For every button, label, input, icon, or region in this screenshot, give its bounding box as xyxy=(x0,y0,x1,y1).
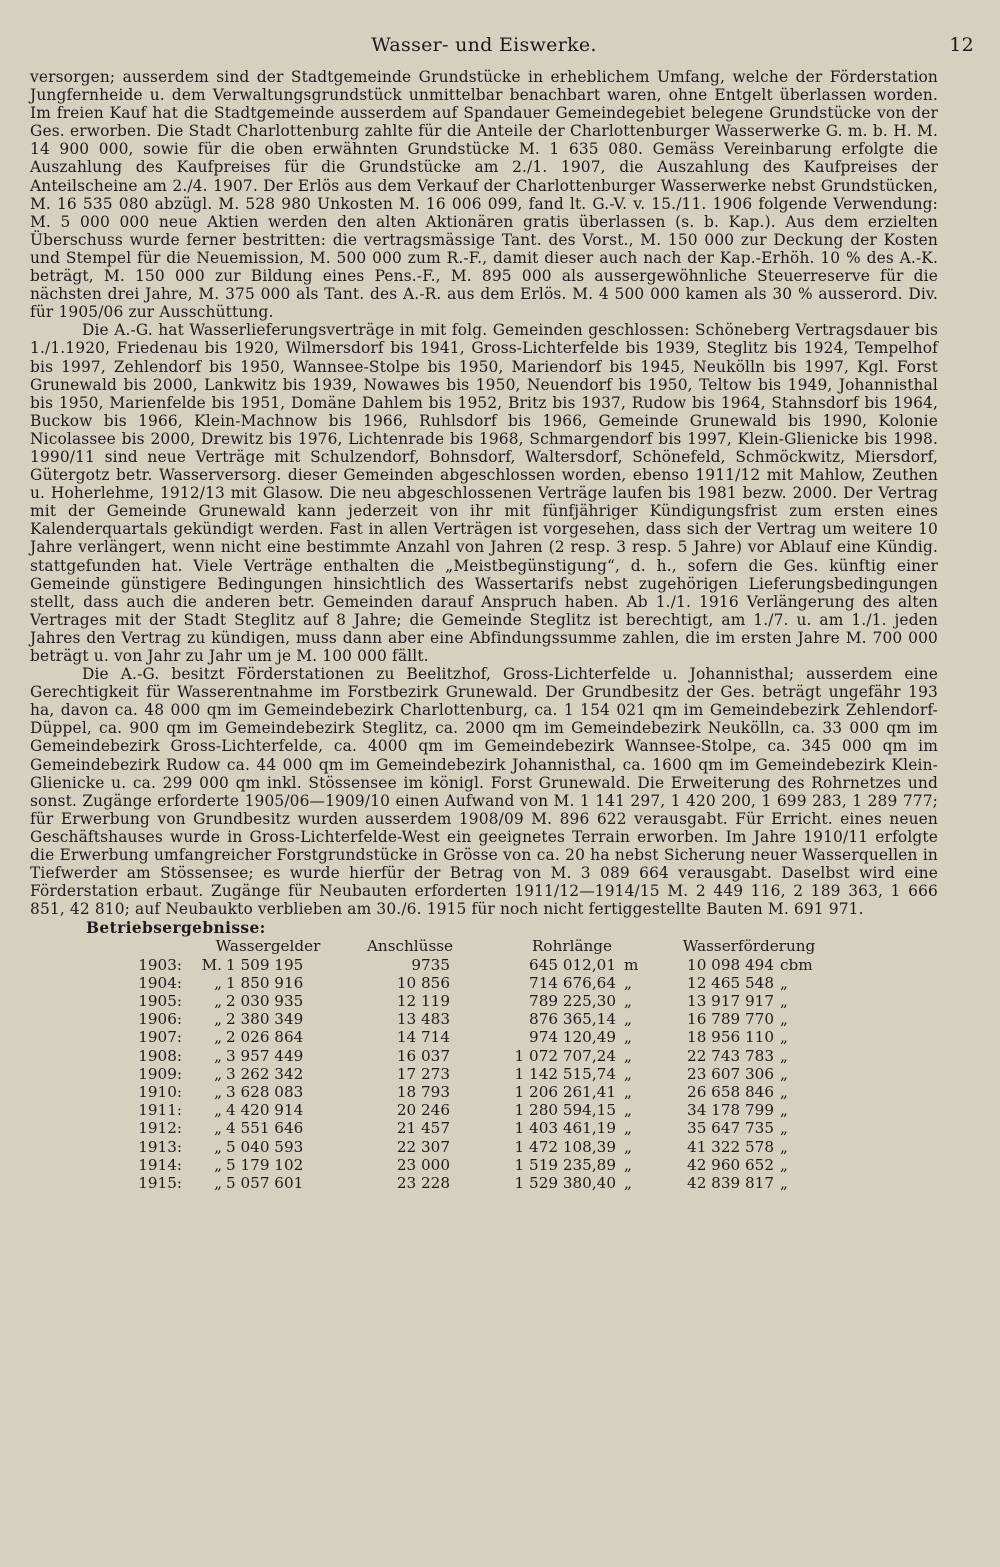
anschluesse-cell: 12 119 xyxy=(396,992,450,1011)
rohrlaenge-cell: 974 120,49 xyxy=(529,1028,616,1047)
rohrlaenge-cell: 1 142 515,74 xyxy=(514,1064,616,1083)
results-table-body xyxy=(120,956,830,1193)
rohrlaenge-cell: 1 280 594,15 xyxy=(514,1101,616,1120)
unit-cell: „ xyxy=(780,1046,788,1065)
unit-cell: cbm xyxy=(780,955,813,974)
currency-cell: „ xyxy=(214,1137,222,1156)
unit-cell: „ xyxy=(780,1101,788,1120)
unit-cell: „ xyxy=(780,973,788,992)
wasserfoerderung-cell: 13 917 917 xyxy=(687,992,774,1011)
wassergelder-cell: 2 030 935 xyxy=(226,992,304,1011)
anschluesse-cell: 22 307 xyxy=(396,1137,450,1156)
wassergelder-cell: 3 628 083 xyxy=(226,1083,304,1102)
rohrlaenge-cell: 1 519 235,89 xyxy=(514,1155,616,1174)
year-cell: 1912: xyxy=(138,1119,182,1138)
anschluesse-cell: 14 714 xyxy=(396,1028,450,1047)
currency-cell: „ xyxy=(214,1064,222,1083)
table-row xyxy=(120,1065,830,1083)
unit-cell: „ xyxy=(624,1137,632,1156)
wasserfoerderung-cell: 16 789 770 xyxy=(687,1010,774,1029)
wasserfoerderung-cell: 41 322 578 xyxy=(687,1137,774,1156)
wasserfoerderung-cell: 22 743 783 xyxy=(687,1046,774,1065)
currency-cell: „ xyxy=(214,1101,222,1120)
table-row xyxy=(120,1138,830,1156)
table-row xyxy=(120,974,830,992)
body-text xyxy=(30,68,938,918)
currency-cell: „ xyxy=(214,1119,222,1138)
unit-cell: „ xyxy=(780,1119,788,1138)
anschluesse-cell: 20 246 xyxy=(396,1101,450,1120)
unit-cell: „ xyxy=(780,1155,788,1174)
table-row xyxy=(120,1047,830,1065)
unit-cell: m xyxy=(624,955,639,974)
year-cell: 1904: xyxy=(138,973,182,992)
paragraph: Die A.-G. besitzt Förderstationen zu Beelitzhof, Gross-Lichterfelde u. Johannisthal; ausserdem eine Gerechtigkeit für Wasserentnahme im Forstbezirk Grunewald. Der Grundbesitz der Ges. beträgt ungefähr 193 ha, davon ca. 48 000 qm im Gemeindebezirk Charlottenburg, ca. 1 154 021 qm im Gemeindebezirk Zehlendorf-Düppel, ca. 900 qm im Gemeindebezirk Steglitz, ca. 2000 qm im Gemeindebezirk Neukölln, ca. 33 000 qm im Gemeindebezirk Gross-Lichterfelde, ca. 4000 qm im Gemeindebezirk Wannsee-Stolpe, ca. 345 000 qm im Gemeindebezirk Rudow ca. 44 000 qm im Gemeindebezirk Johannisthal, ca. 1600 qm im Gemeindebezirk Klein-Glienicke u. ca. 299 000 qm inkl. Stössensee im königl. Forst Grunewald. Die Erweiterung des Rohrnetzes und sonst. Zugänge erforderte 1905/06—1909/10 einen Aufwand von M. 1 141 297, 1 420 200, 1 699 283, 1 289 777; für Erwerbung von Grundbesitz wurden ausserdem 1908/09 M. 896 622 verausgabt. Für Erricht. eines neuen Geschäftshauses wurde in Gross-Lichterfelde-West ein geeignetes Terrain erworben. Im Jahre 1910/11 erfolgte die Erwerbung umfangreicher Forstgrundstücke in Grösse von ca. 20 ha nebst Sicherung neuer Wasserquellen in Tiefwerder am Stössensee; es wurde hierfür der Betrag von M. 3 089 664 verausgabt. Daselbst wird eine Förderstation erbaut. Zugänge für Neubauten erforderten 1911/12—1914/15 M. 2 449 116, 2 189 363, 1 666 851, 42 810; auf Neubaukto verblieben am 30./6. 1915 für noch nicht fertiggestellte Bauten M. 691 971. xyxy=(30,665,938,919)
unit-cell: „ xyxy=(780,1174,788,1193)
anschluesse-cell: 23 228 xyxy=(396,1174,450,1193)
unit-cell: „ xyxy=(780,1028,788,1047)
wasserfoerderung-cell: 12 465 548 xyxy=(687,973,774,992)
results-heading: Betriebsergebnisse: xyxy=(86,919,266,938)
wassergelder-cell: 4 551 646 xyxy=(226,1119,304,1138)
wassergelder-cell: 5 179 102 xyxy=(226,1155,304,1174)
table-row xyxy=(120,1119,830,1137)
wassergelder-cell: 5 057 601 xyxy=(226,1174,304,1193)
wasserfoerderung-cell: 18 956 110 xyxy=(687,1028,774,1047)
anschluesse-cell: 21 457 xyxy=(396,1119,450,1138)
currency-cell: „ xyxy=(214,1046,222,1065)
table-row xyxy=(120,1101,830,1119)
unit-cell: „ xyxy=(780,1010,788,1029)
currency-cell: „ xyxy=(214,973,222,992)
year-cell: 1906: xyxy=(138,1010,182,1029)
currency-cell: „ xyxy=(214,1155,222,1174)
year-cell: 1915: xyxy=(138,1174,182,1193)
running-title: Wasser- und Eiswerke. xyxy=(371,34,597,56)
currency-cell: „ xyxy=(214,1010,222,1029)
unit-cell: „ xyxy=(624,1101,632,1120)
paragraph: versorgen; ausserdem sind der Stadtgemeinde Grundstücke in erheblichem Umfang, welche der Förderstation Jungfernheide u. dem Verwaltungsgrundstück unmittelbar benachbart waren, ohne Entgelt überlassen worden. Im freien Kauf hat die Stadtgemeinde ausserdem auf Spandauer Gemeindegebiet belegene Grundstücke von der Ges. erworben. Die Stadt Charlottenburg zahlte für die Anteile der Charlottenburger Wasserwerke G. m. b. H. M. 14 900 000, sowie für die oben erwähnten Grundstücke M. 1 635 080. Gemäss Vereinbarung erfolgte die Auszahlung des Kaufpreises für die Grundstücke am 2./1. 1907, die Auszahlung des Kaufpreises der Anteilscheine am 2./4. 1907. Der Erlös aus dem Verkauf der Charlottenburger Wasserwerke nebst Grundstücken, M. 16 535 080 abzügl. M. 528 980 Unkosten M. 16 006 099, fand lt. G.-V. v. 15./11. 1906 folgende Verwendung: M. 5 000 000 neue Aktien werden den alten Aktionären gratis überlassen (s. b. Kap.). Aus dem erzielten Überschuss wurde ferner bestritten: die vertragsmässige Tant. des Vorst., M. 150 000 zur Deckung der Kosten und Stempel für die Neuemission, M. 500 000 zum R.-F., damit dieser auch nach der Kap.-Erhöh. 10 % des A.-K. beträgt, M. 150 000 zur Bildung eines Pens.-F., M. 895 000 als aussergewöhnliche Steuerreserve für die nächsten drei Jahre, M. 375 000 als Tant. des A.-R. aus dem Erlös. M. 4 500 000 kamen als 30 % ausserord. Div. für 1905/06 zur Ausschüttung. xyxy=(30,68,938,322)
year-cell: 1913: xyxy=(138,1137,182,1156)
year-cell: 1911: xyxy=(138,1101,182,1120)
table-row xyxy=(120,1028,830,1046)
unit-cell: „ xyxy=(780,1137,788,1156)
anschluesse-cell: 9735 xyxy=(411,955,450,974)
currency-cell: „ xyxy=(214,992,222,1011)
unit-cell: „ xyxy=(624,1155,632,1174)
rohrlaenge-cell: 1 403 461,19 xyxy=(514,1119,616,1138)
year-cell: 1908: xyxy=(138,1046,182,1065)
column-header-year xyxy=(120,937,192,955)
wassergelder-cell: 2 380 349 xyxy=(226,1010,304,1029)
rohrlaenge-cell: 1 072 707,24 xyxy=(514,1046,616,1065)
unit-cell: „ xyxy=(624,992,632,1011)
rohrlaenge-cell: 789 225,30 xyxy=(529,992,616,1011)
wassergelder-cell: 2 026 864 xyxy=(226,1028,304,1047)
wasserfoerderung-cell: 10 098 494 xyxy=(687,955,774,974)
wasserfoerderung-cell: 42 960 652 xyxy=(687,1155,774,1174)
unit-cell: „ xyxy=(624,1064,632,1083)
running-header xyxy=(30,16,974,56)
wassergelder-cell: 3 262 342 xyxy=(226,1064,304,1083)
rohrlaenge-cell: 714 676,64 xyxy=(529,973,616,992)
unit-cell: „ xyxy=(624,1010,632,1029)
results-table xyxy=(120,937,830,1192)
table-row xyxy=(120,956,830,974)
currency-cell: „ xyxy=(214,1174,222,1193)
wasserfoerderung-cell: 26 658 846 xyxy=(687,1083,774,1102)
year-cell: 1914: xyxy=(138,1155,182,1174)
unit-cell: „ xyxy=(780,1083,788,1102)
wasserfoerderung-cell: 34 178 799 xyxy=(687,1101,774,1120)
wasserfoerderung-cell: 35 647 735 xyxy=(687,1119,774,1138)
unit-cell: „ xyxy=(624,1083,632,1102)
anschluesse-cell: 18 793 xyxy=(396,1083,450,1102)
wassergelder-cell: 4 420 914 xyxy=(226,1101,304,1120)
anschluesse-cell: 16 037 xyxy=(396,1046,450,1065)
anschluesse-cell: 10 856 xyxy=(396,973,450,992)
rohrlaenge-cell: 1 472 108,39 xyxy=(514,1137,616,1156)
column-header-anschluesse: Anschlüsse xyxy=(366,937,454,956)
year-cell: 1905: xyxy=(138,992,182,1011)
unit-cell: „ xyxy=(780,992,788,1011)
rohrlaenge-cell: 1 206 261,41 xyxy=(514,1083,616,1102)
year-cell: 1903: xyxy=(138,955,182,974)
anschluesse-cell: 17 273 xyxy=(396,1064,450,1083)
currency-cell: „ xyxy=(214,1083,222,1102)
rohrlaenge-cell: 645 012,01 xyxy=(529,955,616,974)
wassergelder-cell: 1 509 195 xyxy=(226,955,304,974)
wasserfoerderung-cell: 23 607 306 xyxy=(687,1064,774,1083)
year-cell: 1910: xyxy=(138,1083,182,1102)
wassergelder-cell: 3 957 449 xyxy=(226,1046,304,1065)
anschluesse-cell: 23 000 xyxy=(396,1155,450,1174)
currency-cell: M. xyxy=(201,955,222,974)
column-header-wassergelder: Wassergelder xyxy=(215,937,321,956)
table-row xyxy=(120,1010,830,1028)
rohrlaenge-cell: 876 365,14 xyxy=(529,1010,616,1029)
rohrlaenge-cell: 1 529 380,40 xyxy=(514,1174,616,1193)
table-header-row xyxy=(120,937,830,955)
table-row xyxy=(120,992,830,1010)
anschluesse-cell: 13 483 xyxy=(396,1010,450,1029)
table-row xyxy=(120,1083,830,1101)
column-header-wasserfoerderung: Wasserförderung xyxy=(682,937,816,956)
wassergelder-cell: 1 850 916 xyxy=(226,973,304,992)
page-number: 12 xyxy=(949,34,974,56)
wasserfoerderung-cell: 42 839 817 xyxy=(687,1174,774,1193)
year-cell: 1907: xyxy=(138,1028,182,1047)
unit-cell: „ xyxy=(624,973,632,992)
paragraph: Die A.-G. hat Wasserlieferungsverträge in mit folg. Gemeinden geschlossen: Schöneberg Vertragsdauer bis 1./1.1920, Friedenau bis 1920, Wilmersdorf bis 1941, Gross-Lichterfelde bis 1939, Steglitz bis 1924, Tempelhof bis 1997, Zehlendorf bis 1950, Wannsee-Stolpe bis 1950, Mariendorf bis 1945, Neukölln bis 1997, Kgl. Forst Grunewald bis 2000, Lankwitz bis 1939, Nowawes bis 1950, Neuendorf bis 1950, Teltow bis 1949, Johannisthal bis 1950, Marienfelde bis 1951, Domäne Dahlem bis 1952, Britz bis 1937, Rudow bis 1964, Stahnsdorf bis 1964, Buckow bis 1966, Klein-Machnow bis 1966, Ruhlsdorf bis 1966, Gemeinde Grunewald bis 1990, Kolonie Nicolassee bis 2000, Drewitz bis 1976, Lichtenrade bis 1968, Schmargendorf bis 1997, Klein-Glienicke bis 1998. 1990/11 sind neue Verträge mit Schulzendorf, Bohnsdorf, Waltersdorf, Schönefeld, Schmöckwitz, Miersdorf, Gütergotz betr. Wasserversorg. dieser Gemeinden abgeschlossen worden, ebenso 1911/12 mit Mahlow, Zeuthen u. Hoherlehme, 1912/13 mit Glasow. Die neu abgeschlossenen Verträge laufen bis 1981 bezw. 2000. Der Vertrag mit der Gemeinde Grunewald kann jederzeit von ihr mit fünfjähriger Kündigungsfrist zum ersten eines Kalenderquartals gekündigt werden. Fast in allen Verträgen ist vorgesehen, dass sich der Vertrag um weitere 10 Jahre verlängert, wenn nicht eine bestimmte Anzahl von Jahren (2 resp. 3 resp. 5 Jahre) vor Ablauf eine Kündig. stattgefunden hat. Viele Verträge enthalten die „Meistbegünstigung“, d. h., sofern die Ges. künftig einer Gemeinde günstigere Bedingungen hinsichtlich des Wassertarifs nebst zugehörigen Lieferungsbedingungen stellt, dass auch die anderen betr. Gemeinden darauf Anspruch haben. Ab 1./1. 1916 Verlängerung des alten Vertrages mit der Stadt Steglitz auf 8 Jahre; die Gemeinde Steglitz ist berechtigt, am 1./7. u. am 1./1. jeden Jahres den Vertrag zu kündigen, muss dann aber eine Abfindungssumme zahlen, die im ersten Jahre M. 700 000 beträgt u. von Jahr zu Jahr um je M. 100 000 fällt. xyxy=(30,321,938,665)
column-header-rohrlaenge: Rohrlänge xyxy=(531,937,613,956)
currency-cell: „ xyxy=(214,1028,222,1047)
year-cell: 1909: xyxy=(138,1064,182,1083)
unit-cell: „ xyxy=(624,1046,632,1065)
unit-cell: „ xyxy=(624,1174,632,1193)
table-row xyxy=(120,1156,830,1174)
unit-cell: „ xyxy=(624,1119,632,1138)
unit-cell: „ xyxy=(780,1064,788,1083)
unit-cell: „ xyxy=(624,1028,632,1047)
wassergelder-cell: 5 040 593 xyxy=(226,1137,304,1156)
table-row xyxy=(120,1174,830,1192)
